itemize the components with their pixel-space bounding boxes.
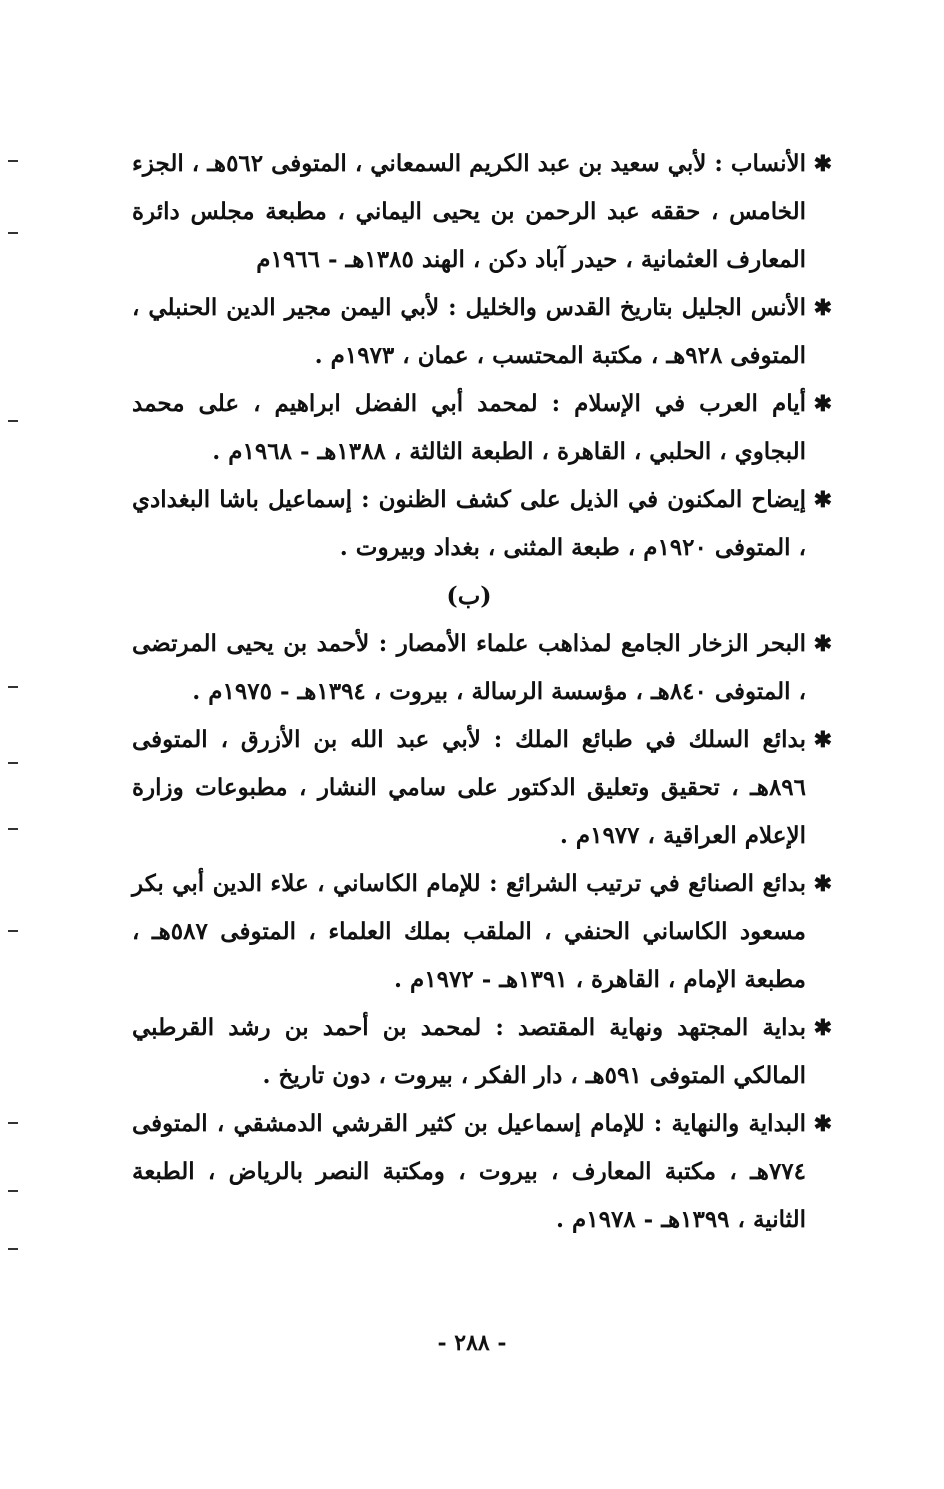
- bibliography-entry: [132, 716, 832, 860]
- bibliography-entry: [132, 140, 832, 284]
- asterisk-bullet-icon: ✱: [813, 727, 832, 753]
- scan-mark: [8, 1122, 18, 1124]
- section-heading: (ب): [446, 581, 492, 610]
- entry-text: بدائع السلك في طبائع الملك : لأبي عبد الله بن الأزرق ، المتوفى ٨٩٦هـ ، تحقيق وتعليق الدكتور على سامي النشار ، مطبوعات وزارة الإعلام العراقية ، ١٩٧٧م .: [132, 726, 806, 849]
- bibliography-entry: [132, 476, 832, 572]
- entry-text: البداية والنهاية : للإمام إسماعيل بن كثير القرشي الدمشقي ، المتوفى ٧٧٤هـ ، مكتبة المعارف ، بيروت ، ومكتبة النصر بالرياض ، الطبعة الثانية ، ١٣٩٩هـ - ١٩٧٨م .: [132, 1110, 806, 1233]
- bibliography-list: [132, 140, 832, 1244]
- scan-mark: [8, 232, 18, 234]
- asterisk-bullet-icon: ✱: [813, 1015, 832, 1041]
- scan-mark: [8, 762, 18, 764]
- bibliography-entry: [132, 380, 832, 476]
- scan-mark: [8, 160, 18, 162]
- bibliography-entry: [132, 284, 832, 380]
- scan-mark: [8, 686, 18, 688]
- entry-text: الأنساب : لأبي سعيد بن عبد الكريم السمعاني ، المتوفى ٥٦٢هـ ، الجزء الخامس ، حققه عبد الرحمن بن يحيى اليماني ، مطبعة مجلس دائرة المعارف العثمانية ، حيدر آباد دكن ، الهند ١٣٨٥هـ - ١٩٦٦م: [132, 150, 806, 273]
- asterisk-bullet-icon: ✱: [813, 1111, 832, 1137]
- asterisk-bullet-icon: ✱: [813, 151, 832, 177]
- bibliography-entry: [132, 860, 832, 1004]
- bibliography-entry: [132, 1100, 832, 1244]
- entry-text: الأنس الجليل بتاريخ القدس والخليل : لأبي اليمن مجير الدين الحنبلي ، المتوفى ٩٢٨هـ ، مكتبة المحتسب ، عمان ، ١٩٧٣م .: [132, 294, 806, 369]
- entry-text: بدائع الصنائع في ترتيب الشرائع : للإمام الكاساني ، علاء الدين أبي بكر مسعود الكاساني الحنفي ، الملقب بملك العلماء ، المتوفى ٥٨٧هـ ، مطبعة الإمام ، القاهرة ، ١٣٩١هـ - ١٩٧٢م .: [132, 870, 806, 993]
- page-number: - ٢٨٨ -: [437, 1330, 507, 1356]
- entry-text: بداية المجتهد ونهاية المقتصد : لمحمد بن أحمد بن رشد القرطبي المالكي المتوفى ٥٩١هـ ، دار الفكر ، بيروت ، دون تاريخ .: [132, 1014, 806, 1089]
- entry-text: إيضاح المكنون في الذيل على كشف الظنون : إسماعيل باشا البغدادي ، المتوفى ١٩٢٠م ، طبعة المثنى ، بغداد وبيروت .: [132, 486, 806, 561]
- bibliography-entry: [132, 620, 832, 716]
- scan-mark: [8, 828, 18, 830]
- bibliography-entry: [132, 1004, 832, 1100]
- asterisk-bullet-icon: ✱: [813, 871, 832, 897]
- scan-mark: [8, 1248, 18, 1250]
- scan-mark: [8, 1190, 18, 1192]
- entry-text: أيام العرب في الإسلام : لمحمد أبي الفضل ابراهيم ، على محمد البجاوي ، الحلبي ، القاهرة ، الطبعة الثالثة ، ١٣٨٨هـ - ١٩٦٨م .: [132, 390, 806, 465]
- asterisk-bullet-icon: ✱: [813, 487, 832, 513]
- scan-mark: [8, 930, 18, 932]
- asterisk-bullet-icon: ✱: [813, 391, 832, 417]
- entry-text: البحر الزخار الجامع لمذاهب علماء الأمصار : لأحمد بن يحيى المرتضى ، المتوفى ٨٤٠هـ ، مؤسسة الرسالة ، بيروت ، ١٣٩٤هـ - ١٩٧٥م .: [132, 630, 806, 705]
- asterisk-bullet-icon: ✱: [813, 631, 832, 657]
- scan-mark: [8, 420, 18, 422]
- asterisk-bullet-icon: ✱: [813, 295, 832, 321]
